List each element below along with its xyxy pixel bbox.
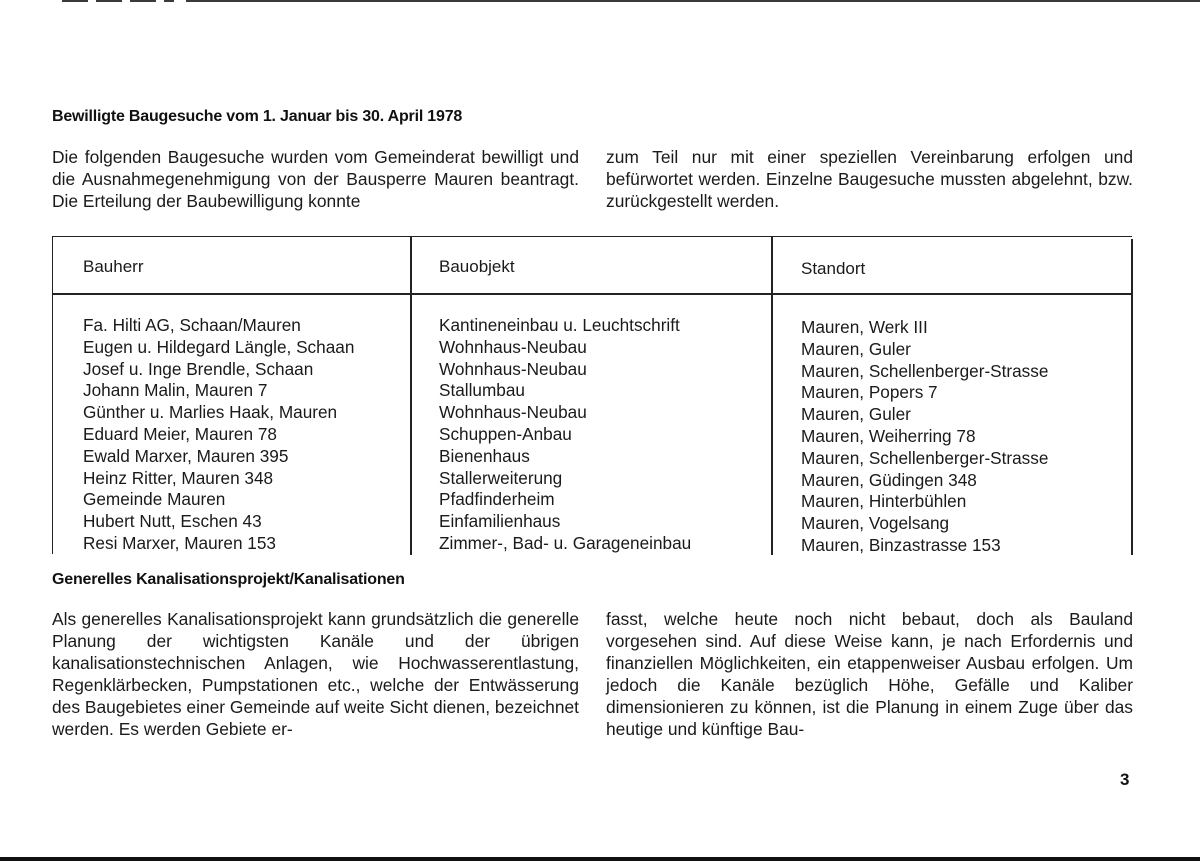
cell-bauherr: Günther u. Marlies Haak, Mauren xyxy=(83,402,338,423)
cell-bauobjekt: Schuppen-Anbau xyxy=(439,423,572,444)
cell-bauobjekt: Kantineneinbau u. Leuchtschrift xyxy=(439,315,680,335)
cell-bauobjekt: Wohnhaus-Neubau xyxy=(439,358,587,379)
cell-bauobjekt: Einfamilienhaus xyxy=(439,511,561,532)
header-bauobjekt: Bauobjekt xyxy=(439,257,515,276)
top-rule-dash-4 xyxy=(164,0,174,2)
table-column-divider-1 xyxy=(410,237,412,555)
cell-bauherr: Johann Malin, Mauren 7 xyxy=(83,380,268,401)
top-rule-dash-1 xyxy=(62,0,88,2)
top-rule xyxy=(186,0,1200,2)
table-header-rule xyxy=(53,293,1133,295)
cell-standort: Mauren, Schellenberger-Strasse xyxy=(801,360,1049,381)
header-standort: Standort xyxy=(801,259,866,278)
cell-standort: Mauren, Guler xyxy=(801,338,911,359)
top-rule-dash-2 xyxy=(96,0,122,2)
intro-text-right: zum Teil nur mit einer speziellen Vereinbarung erfolgen und befürwortet werden. Einzelne Baugesuche mussten abgelehnt, bzw. zurückgestellt werden. xyxy=(606,147,1133,211)
cell-bauobjekt: Stallumbau xyxy=(439,380,525,401)
cell-standort: Mauren, Vogelsang xyxy=(801,513,950,534)
table-column-divider-2 xyxy=(771,237,773,555)
cell-bauherr: Eduard Meier, Mauren 78 xyxy=(83,423,277,444)
page-number: 3 xyxy=(1120,770,1130,789)
cell-standort: Mauren, Guler xyxy=(801,404,911,425)
header-bauherr: Bauherr xyxy=(83,257,144,276)
cell-standort: Mauren, Popers 7 xyxy=(801,382,938,403)
cell-bauobjekt: Wohnhaus-Neubau xyxy=(439,402,587,423)
column-bauobjekt xyxy=(439,315,691,555)
cell-bauherr: Josef u. Inge Brendle, Schaan xyxy=(83,358,314,379)
sewer-text-right: fasst, welche heute noch nicht bebaut, doch als Bauland vorgesehen sind. Auf diese Weise kann, je nach Erfordernis und finanziellen Möglichkeiten, ein etappenweiser Ausbau erfolgen. Um jedoch die Kanäle bezüglich Höhe, Gefälle und Kaliber dimensionieren zu können, ist die Planung in einem Zuge über das heutige und künftige Bau- xyxy=(606,609,1133,739)
cell-standort: Mauren, Weiherring 78 xyxy=(801,425,976,446)
intro-text-left: Die folgenden Baugesuche wurden vom Gemeinderat bewilligt und die Ausnahmegenehmigung von der Bausperre Mauren beantragt. Die Erteilung der Baubewilligung konnte xyxy=(52,147,579,211)
cell-standort: Mauren, Werk III xyxy=(801,317,928,337)
cell-bauobjekt: Wohnhaus-Neubau xyxy=(439,336,587,357)
table-right-border xyxy=(1131,239,1133,555)
cell-standort: Mauren, Hinterbühlen xyxy=(801,491,967,512)
cell-bauobjekt: Stallerweiterung xyxy=(439,467,563,488)
cell-bauherr: Hubert Nutt, Eschen 43 xyxy=(83,511,262,532)
cell-standort: Mauren, Güdingen 348 xyxy=(801,469,977,490)
cell-bauobjekt: Bienenhaus xyxy=(439,445,530,466)
cell-bauherr: Heinz Ritter, Mauren 348 xyxy=(83,467,274,488)
cell-standort: Mauren, Schellenberger-Strasse xyxy=(801,447,1049,468)
column-bauherr xyxy=(83,315,354,555)
cell-bauherr: Fa. Hilti AG, Schaan/Mauren xyxy=(83,315,301,335)
cell-standort: Mauren, Binzastrasse 153 xyxy=(801,534,1001,555)
heading-sewer-project: Generelles Kanalisationsprojekt/Kanalisationen xyxy=(52,571,405,588)
column-standort xyxy=(801,317,1048,557)
cell-bauherr: Eugen u. Hildegard Längle, Schaan xyxy=(83,336,355,357)
cell-bauobjekt: Pfadfinderheim xyxy=(439,489,555,510)
top-rule-dash-3 xyxy=(130,0,156,2)
cell-bauherr: Gemeinde Mauren xyxy=(83,489,226,510)
permits-table xyxy=(52,236,1132,554)
sewer-text-left: Als generelles Kanalisationsprojekt kann grundsätzlich die generelle Planung der wichtigsten Kanäle und der übrigen kanalisationstechnischen Anlagen, wie Hochwasserentlastung, Regenklärbecken, Pumpstationen etc., welche der Entwässerung des Baugebietes einer Gemeinde auf weite Sicht dienen, bezeichnet werden. Es werden Gebiete er- xyxy=(52,609,579,739)
heading-permits: Bewilligte Baugesuche vom 1. Januar bis 30. April 1978 xyxy=(52,108,463,125)
bottom-rule xyxy=(0,857,1200,861)
cell-bauherr: Resi Marxer, Mauren 153 xyxy=(83,532,276,553)
cell-bauobjekt: Zimmer-, Bad- u. Garageneinbau xyxy=(439,532,692,553)
cell-bauherr: Ewald Marxer, Mauren 395 xyxy=(83,445,289,466)
